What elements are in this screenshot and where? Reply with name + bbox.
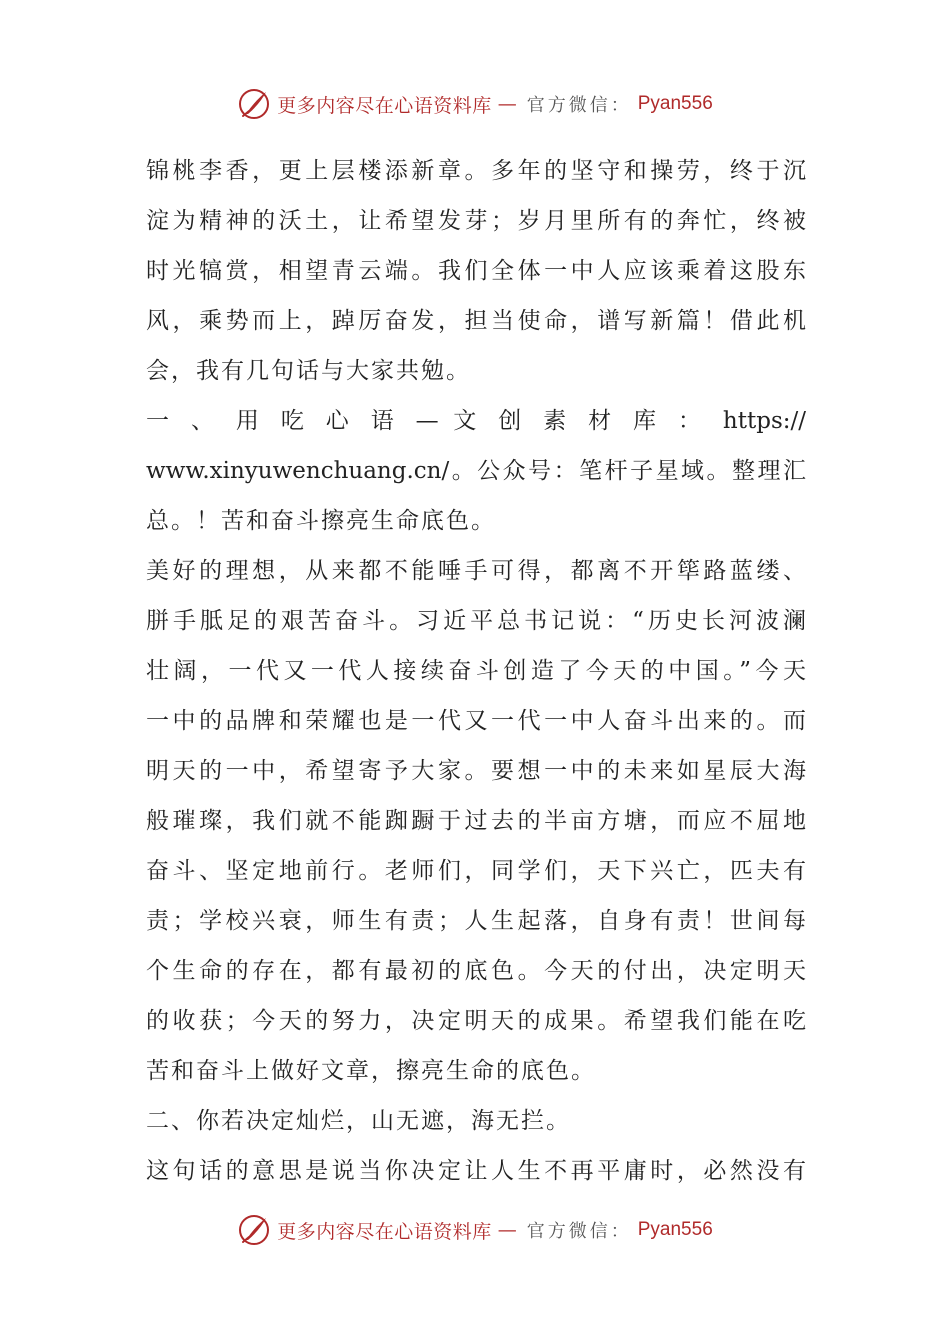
text-line: 锦桃李香，更上层楼添新章。多年的坚守和操劳，终于沉 xyxy=(146,158,806,184)
text-line: 的收获；今天的努力，决定明天的成果。希望我们能在吃 xyxy=(146,1008,806,1034)
text-line: 责；学校兴衰，师生有责；人生起落，自身有责！世间每 xyxy=(146,908,806,934)
footer-separator: — xyxy=(497,1219,517,1241)
text-line: 一中的品牌和荣耀也是一代又一代一中人奋斗出来的。而 xyxy=(146,708,806,734)
text-line: 时光犒赏，相望青云端。我们全体一中人应该乘着这股东 xyxy=(146,258,806,284)
section-heading-1: 一 、 用 吃 心 语 — 文 创 素 材 库 ： https:// xyxy=(146,408,806,434)
footer-banner xyxy=(0,1210,950,1250)
text-line: 胼手胝足的艰苦奋斗。习近平总书记说：“历史长河波澜 xyxy=(146,608,806,634)
text-line: 壮阔，一代又一代人接续奋斗创造了今天的中国。”今天 xyxy=(146,658,806,684)
text-line: 会，我有几句话与大家共勉。 xyxy=(146,358,471,384)
header-site-text: 更多内容尽在心语资料库 xyxy=(277,94,492,117)
footer-site-text: 更多内容尽在心语资料库 xyxy=(277,1220,492,1243)
header-separator: — xyxy=(497,93,517,115)
text-line: 这句话的意思是说当你决定让人生不再平庸时，必然没有 xyxy=(146,1158,806,1184)
text-line: www.xinyuwenchuang.cn/。公众号：笔杆子星域。整理汇 xyxy=(146,458,806,484)
footer-wechat-label: 官方微信： xyxy=(526,1221,632,1242)
quill-pen-logo-icon xyxy=(237,87,271,121)
text-line: 风，乘势而上，踔厉奋发，担当使命，谱写新篇！借此机 xyxy=(146,308,806,334)
header-wechat-id: Pyan556 xyxy=(637,93,713,114)
text-line: 美好的理想，从来都不能唾手可得，都离不开筚路蓝缕、 xyxy=(146,558,806,584)
text-line: 般璀璨，我们就不能踟蹰于过去的半亩方塘，而应不屈地 xyxy=(146,808,806,834)
quill-pen-logo-icon xyxy=(237,1213,271,1247)
document-body xyxy=(146,146,806,1196)
footer-wechat-id: Pyan556 xyxy=(637,1219,713,1240)
text-line: 明天的一中，希望寄予大家。要想一中的未来如星辰大海 xyxy=(146,758,806,784)
header-banner xyxy=(0,84,950,124)
text-line: 奋斗、坚定地前行。老师们，同学们，天下兴亡，匹夫有 xyxy=(146,858,806,884)
text-line: 苦和奋斗上做好文章，擦亮生命的底色。 xyxy=(146,1058,596,1084)
text-line: 淀为精神的沃土，让希望发芽；岁月里所有的奔忙，终被 xyxy=(146,208,806,234)
text-line: 个生命的存在，都有最初的底色。今天的付出，决定明天 xyxy=(146,958,806,984)
text-line: 总。！苦和奋斗擦亮生命底色。 xyxy=(146,508,496,534)
section-heading-2: 二、你若决定灿烂，山无遮，海无拦。 xyxy=(146,1108,571,1134)
header-wechat-label: 官方微信： xyxy=(526,95,632,116)
